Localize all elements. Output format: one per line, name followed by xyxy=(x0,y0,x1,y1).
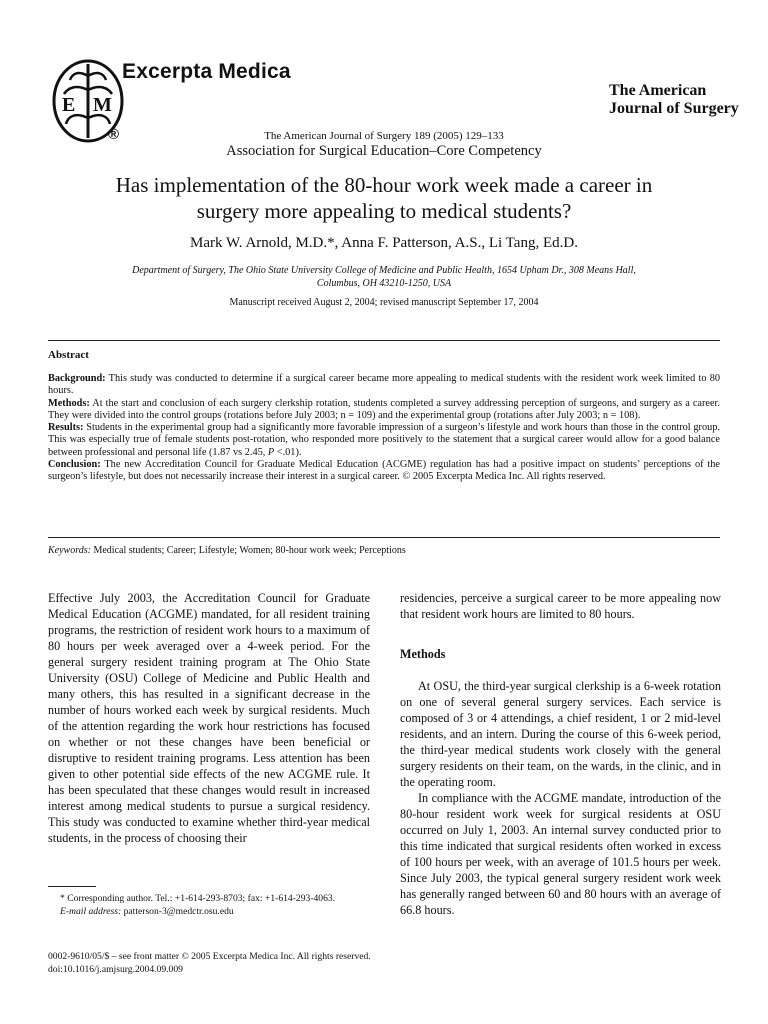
results-label: Results: xyxy=(48,422,84,434)
intro-continuation: residencies, perceive a surgical career to be more appealing now that resident work hours are limited to 80 hours. xyxy=(400,591,721,621)
registered-mark: ® xyxy=(108,126,120,143)
abstract-background xyxy=(48,373,720,398)
abstract-methods xyxy=(48,398,720,423)
affiliation xyxy=(90,264,678,290)
abstract-results xyxy=(48,422,720,459)
journal-logo-line1: The American xyxy=(609,82,707,99)
journal-logo-line2: Journal of Surgery xyxy=(609,100,739,117)
email-address[interactable]: patterson-3@medctr.osu.edu xyxy=(123,905,234,917)
affiliation-line-1: Department of Surgery, The Ohio State University College of Medicine and Public Health, 1654 Upham Dr., 308 Means Hall, xyxy=(132,265,636,276)
keywords xyxy=(48,545,720,556)
received-dates: Manuscript received August 2, 2004; revised manuscript September 17, 2004 xyxy=(229,297,539,308)
methods-paragraph-1: At OSU, the third-year surgical clerkship is a 6-week rotation on one of several general surgery services. Each service is composed of 3 or 4 attendings, a chief resident, 1 or 2 mid-level residents, and an intern. During the course of this 6-week period, the third-year medical students work closely with the general surgery residents on their team, on the wards, in the clinic, and in the operating room. xyxy=(400,679,721,789)
title-line-2: surgery more appealing to medical students? xyxy=(196,199,572,223)
email-line xyxy=(48,906,370,919)
page-footer xyxy=(48,950,371,976)
background-text: This study was conducted to determine if a surgical career became more appealing to medical students with the resident work week limited to 80 hours. xyxy=(48,373,721,397)
abstract xyxy=(48,373,720,484)
logo-letter-e: E xyxy=(62,94,76,116)
logo-letter-m: M xyxy=(93,94,112,116)
results-p-symbol: P xyxy=(267,446,275,458)
divider xyxy=(48,340,720,341)
conclusion-label: Conclusion: xyxy=(48,459,101,471)
title-line-1: Has implementation of the 80-hour work week made a career in xyxy=(115,173,653,197)
methods-paragraph-2: In compliance with the ACGME mandate, introduction of the 80-hour resident work week for surgical residents at OSU occurred on July 1, 2003. An internal survey conducted prior to this time indicated that surgical residents often worked in excess of 100 hours per week, with an average of 101.5 hours per week. Since July 2003, the typical general surgery resident work week has generally ranged between 60 and 80 hours with an average of 66.8 hours. xyxy=(400,791,721,917)
methods-heading: Methods xyxy=(400,647,446,661)
results-text-b: <.01). xyxy=(274,446,302,458)
doi-line[interactable]: doi:10.1016/j.amjsurg.2004.09.009 xyxy=(48,964,183,975)
methods-text: At the start and conclusion of each surgery clerkship rotation, students completed a survey addressing perception of surgeons, and surgery as a career. They were divided into the control groups (rotations before July 2003; n = 109) and the experimental group (rotations after July 2003; n = 108). xyxy=(48,397,720,421)
conclusion-text: The new Accreditation Council for Graduate Medical Education (ACGME) regulation has had a positive impact on students’ perceptions of the surgeon’s lifestyle, but does not necessarily increase their interest in a surgical career. © 2005 Excerpta Medica Inc. All rights reserved. xyxy=(48,459,721,483)
publisher-brand: Excerpta Medica xyxy=(122,60,291,83)
body-column-right xyxy=(400,590,721,918)
divider xyxy=(48,537,720,538)
section-name: Association for Surgical Education–Core Competency xyxy=(226,143,542,159)
footnotes xyxy=(48,893,370,918)
keywords-text: Medical students; Career; Lifestyle; Women; 80-hour work week; Perceptions xyxy=(93,545,406,556)
keywords-label: Keywords: xyxy=(48,545,91,556)
results-text-a: Students in the experimental group had a significantly more favorable impression of a surgeon’s lifestyle and work hours than those in the control group. This was especially true of female students post-rotation, who responded more positively to the statement that a surgical career would allow for a good balance between professional and personal life (1.87 vs 2.45, xyxy=(48,422,720,458)
methods-label: Methods: xyxy=(48,397,90,409)
journal-citation: The American Journal of Surgery 189 (2005) 129–133 xyxy=(264,130,504,142)
intro-paragraph: Effective July 2003, the Accreditation Council for Graduate Medical Education (ACGME) mandated, for all resident training programs, the restriction of resident work hours to a maximum of 80 hours per week averaged over a 4-week period. For the general surgery resident training program at The Ohio State University (OSU) College of Medicine and Public Health and many others, this has resulted in a significant decrease in the number of hours worked each week by surgical residents. Much of the attention regarding the work hour restrictions has focused on whether or not these changes have been beneficial or disruptive to resident training programs. Less attention has been given to other potential side effects of the new ACGME rule. It has been speculated that these changes would result in increased interest among medical students to pursue a surgical residency. This study was conducted to examine whether third-year medical students, in the process of choosing their xyxy=(48,591,370,845)
abstract-conclusion xyxy=(48,459,720,484)
affiliation-line-2: Columbus, OH 43210-1250, USA xyxy=(316,278,452,289)
body-column-left xyxy=(48,590,370,846)
article-title xyxy=(70,172,698,224)
authors: Mark W. Arnold, M.D.*, Anna F. Patterson, A.S., Li Tang, Ed.D. xyxy=(190,235,578,251)
background-label: Background: xyxy=(48,373,106,384)
abstract-heading: Abstract xyxy=(48,349,89,361)
issn-line: 0002-9610/05/$ – see front matter © 2005 Excerpta Medica Inc. All rights reserved. xyxy=(48,951,371,962)
footnote-divider xyxy=(48,886,96,887)
corresponding-author: * Corresponding author. Tel.: +1-614-293-8703; fax: +1-614-293-4063. xyxy=(60,893,336,904)
email-label: E-mail address: xyxy=(60,905,122,917)
journal-logo xyxy=(609,82,739,118)
